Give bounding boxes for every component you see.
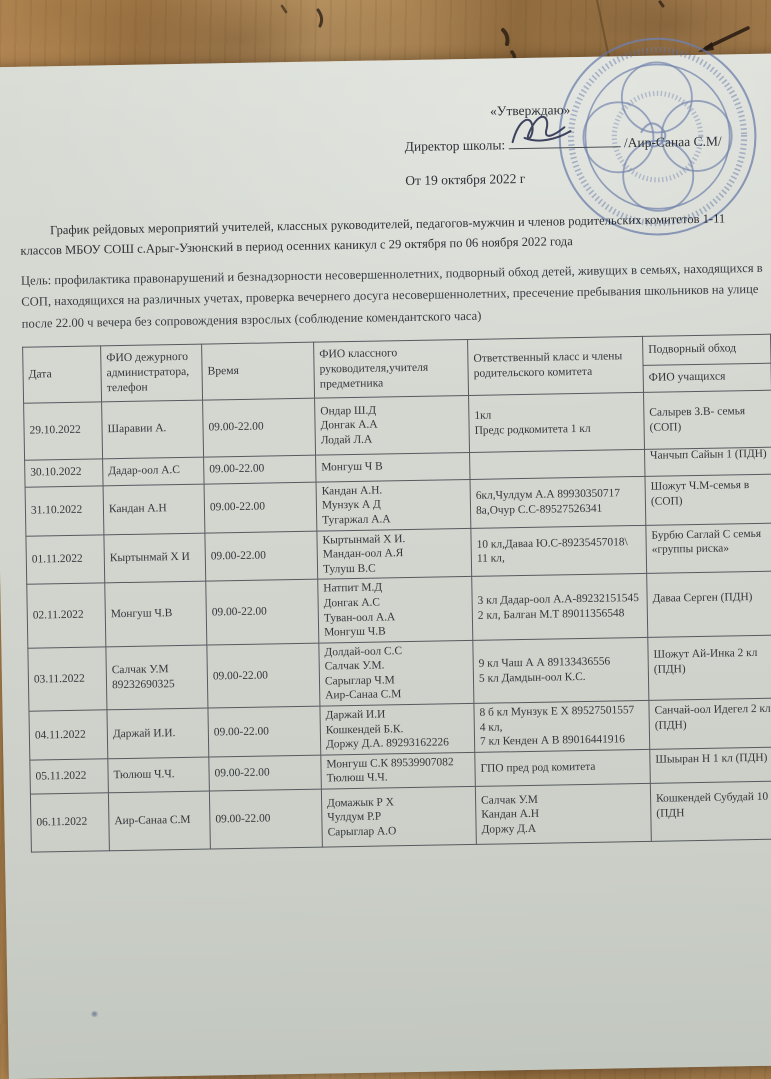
cell-teachers: Долдай-оол С.С Салчак У.М. Сарыглар Ч.М Аир-Санаа С.М [319, 640, 474, 706]
approve-word: «Утверждаю» [489, 102, 571, 119]
visit-text: Шыыран Н 1 кл (ПДН) [655, 751, 768, 766]
cell-committee: ГПО пред род комитета [475, 749, 651, 786]
approval-date: От 19 октября 2022 г [405, 170, 526, 189]
cell-admin: Даржай И.И. [107, 708, 209, 759]
visit-text: Даваа Серген (ПДН) [652, 591, 753, 605]
cell-date: 03.11.2022 [28, 647, 107, 712]
cell-admin: Шаравии А. [102, 400, 204, 459]
director-line [404, 124, 771, 164]
cell-date: 02.11.2022 [27, 583, 106, 648]
visit-text: Бурбю Саглай С семья «группы риска» [651, 527, 762, 557]
col-header-teachers: ФИО классного руководителя,учителя предметника [314, 339, 469, 398]
cell-time: 09.00-22.00 [208, 706, 321, 757]
cell-teachers: Натпит М.Д Донгак А.С Туван-оол А.А Монгуш Ч.В [318, 577, 473, 643]
cell-visit [645, 474, 771, 525]
cell-visit [650, 781, 771, 841]
cell-admin: Кыртынмай Х И [104, 533, 206, 584]
cell-committee: 6кл,Чулдум А.А 89930350717 8а,Очур С.С-89527526341 [470, 476, 646, 528]
cell-admin: Дадар-оол А.С [103, 457, 204, 486]
cell-committee: 10 кл,Даваа Ю.С-89235457018\ 11 кл, [471, 525, 647, 577]
cell-time: 09.00-22.00 [209, 789, 322, 849]
cell-admin: Монгуш Ч.В [105, 581, 207, 646]
director-label: Директор школы: [404, 137, 506, 155]
cell-committee: 8 б кл Мунзук Е Х 89527501557 4 кл, 7 кл Кенден А В 89016441916 [474, 700, 650, 752]
approval-block [404, 90, 771, 198]
goal-paragraph: Цель: профилактика правонарушений и безнадзорности несовершеннолетних, подворный обход детей, живущих в семьях, находящихся в СОП, находящихся на различных учетах, проверка вечернего досуга несовершеннолетних, пресечение пребывания школьников на улице после 22.00 ч вечера без сопровождения взрослых (соблюдение комендантского часа) [20, 260, 763, 331]
col-header-date: Дата [23, 346, 102, 403]
cell-time: 09.00-22.00 [205, 531, 318, 582]
cell-teachers: Монгуш Ч В [316, 452, 470, 482]
cell-time: 09.00-22.00 [207, 643, 320, 708]
visit-text: Кошкендей Субудай 10 (ПДН [655, 790, 769, 820]
schedule-table [22, 333, 771, 852]
visit-text: Чанчып Сайын 1 (ПДН) [650, 448, 767, 463]
col-subheader-students: ФИО учащихся [643, 363, 771, 392]
cell-visit [644, 447, 771, 476]
cell-date: 30.10.2022 [25, 459, 103, 487]
cell-teachers: Монгуш С.К 89539907082 Тюлюш Ч.Ч. [321, 752, 476, 789]
cell-time: 09.00-22.00 [204, 455, 316, 484]
cell-committee [470, 449, 645, 479]
cell-visit [649, 698, 771, 749]
cell-date: 04.11.2022 [29, 710, 108, 760]
table-row [30, 781, 771, 852]
cell-committee: 9 кл Чаш А А 89133436556 5 кл Дамдын-оол К.С. [473, 637, 649, 703]
cell-visit [647, 571, 771, 637]
director-name: /Аир-Санаа С.М/ [623, 133, 722, 151]
cell-date: 31.10.2022 [25, 486, 104, 536]
signature-line [508, 132, 620, 149]
cell-committee: 1кл Предс родкомитета 1 кл [469, 392, 645, 452]
cell-teachers: Ондар Ш.Д Донгак А.А Лодай Л.А [315, 395, 470, 455]
cell-date: 01.11.2022 [26, 534, 105, 584]
col-header-visit: Подворный обход [643, 334, 771, 365]
cell-admin: Салчак У.М 89232690325 [106, 645, 208, 710]
cell-time: 09.00-22.00 [206, 579, 319, 644]
cell-visit [648, 635, 771, 701]
cell-committee: 3 кл Дадар-оол А.А-89232151545 2 кл, Балган М.Т 89011356548 [472, 574, 648, 640]
visit-text: Шожут Ай-Инка 2 кл (ПДН) [653, 647, 758, 676]
col-header-time: Время [202, 342, 315, 400]
document-title: График рейдовых мероприятий учителей, классных руководителей, педагогов-мужчин и членов родительских комитетов 1-11 классов МБОУ СОШ с.Арыг-Узюнский в период осенних каникул с 29 октября по 06 ноября 2022 года [20, 211, 726, 259]
col-header-committee: Ответственный класс и члены родительского комитета [468, 336, 644, 395]
cell-visit [646, 523, 771, 574]
cell-admin: Аир-Санаа С.М [108, 791, 210, 851]
cell-visit [644, 390, 771, 449]
cell-teachers: Кыртынмай Х И. Мандан-оол А.Я Тулуш В.С [317, 528, 472, 579]
col-header-admin: ФИО дежурного администратора, телефон [101, 344, 203, 402]
cell-date: 29.10.2022 [24, 402, 103, 460]
visit-text: Санчай-оол Идегел 2 кл (ПДН) [654, 703, 771, 732]
cell-teachers: Даржай И.И Кошкендей Б.К. Доржу Д.А. 89293162226 [320, 703, 475, 754]
cell-time: 09.00-22.00 [203, 398, 316, 457]
cell-committee: Салчак У.М Кандан А.Н Доржу Д.А [475, 783, 651, 844]
visit-text: Шожут Ч.М-семья в (СОП) [650, 479, 750, 508]
visit-text: Салырев З.В- семья (СОП) [649, 405, 746, 434]
ink-smudge [90, 1011, 99, 1017]
cell-admin: Кандан А.Н [103, 484, 205, 535]
cell-time: 09.00-22.00 [209, 755, 322, 791]
cell-admin: Тюлюш Ч.Ч. [108, 757, 210, 793]
cell-date: 05.11.2022 [30, 759, 109, 795]
director-signature-icon [504, 107, 597, 155]
cell-time: 09.00-22.00 [204, 482, 317, 533]
cell-date: 06.11.2022 [30, 793, 109, 852]
cell-visit [650, 747, 771, 783]
schedule-table-body [24, 390, 771, 852]
cell-teachers: Домажык Р Х Чулдум Р.Р Сарыглар А.О [321, 786, 476, 847]
cell-teachers: Кандан А.Н. Мунзук А Д Тугаржал А.А [316, 479, 471, 530]
document-page [0, 53, 771, 1079]
